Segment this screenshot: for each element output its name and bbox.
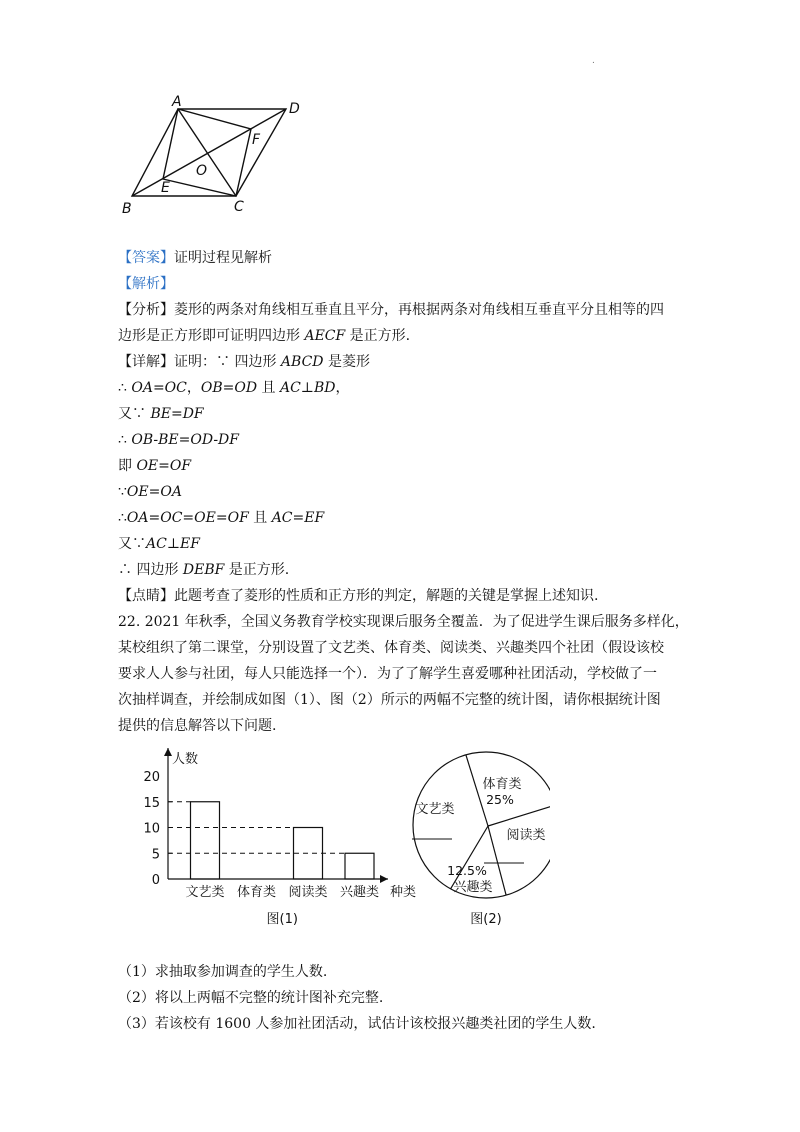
fenxi-line-1 [118, 300, 664, 320]
fenxi-text-2c: 是正方形. [345, 328, 411, 344]
detail-l8b: AC⊥EF [146, 536, 200, 552]
bar [345, 853, 374, 879]
statistics-charts [130, 745, 550, 935]
detail-l7d: AC=EF [271, 510, 325, 526]
pie-slice-value: 12.5% [447, 863, 487, 878]
sub-question-3: （3）若该校有 1600 人参加社团活动，试估计该校报兴趣类社团的学生人数. [118, 1016, 596, 1032]
y-tick-label: 5 [151, 847, 160, 863]
bar-chart [143, 748, 416, 927]
detail-l2d: OB=OD [200, 380, 258, 396]
detail-l4b: OB-BE=OD-DF [131, 432, 239, 448]
detail-line-3 [118, 404, 204, 424]
question22-line-1: 22. 2021 年秋季，全国义务教育学校实现课后服务全覆盖．为了促进学生课后服务多样化， [118, 614, 689, 630]
detail-l2a: ∴ [118, 380, 132, 396]
pie-slice-label: 阅读类 [506, 828, 546, 843]
detail-l2b: OA=OC [131, 380, 187, 396]
corner-mark: . [592, 56, 595, 66]
sub-question-2: （2）将以上两幅不完整的统计图补充完整. [118, 990, 384, 1006]
detail-l9c: 是正方形. [224, 562, 290, 578]
detail-l3a: 又∵ [118, 406, 151, 422]
detail-l6a: ∵ [118, 484, 127, 500]
pie-slice-label: 文艺类 [415, 802, 455, 817]
pie-slice-value: 25% [486, 792, 514, 807]
detail-l7a: ∴ [118, 510, 127, 526]
rhombus-figure [112, 92, 312, 222]
comment-text: 此题考查了菱形的性质和正方形的判定，解题的关键是掌握上述知识. [174, 588, 599, 604]
y-axis-arrow [164, 748, 172, 756]
question22-line-3: 要求人人参与社团，每人只能选择一个）．为了了解学生喜爱哪种社团活动，学校做了一 [118, 666, 657, 682]
fenxi-text-2b: AECF [304, 328, 346, 344]
analysis-tag: 【解析】 [118, 276, 174, 292]
label-e: E [161, 180, 170, 196]
question22-line-4: 次抽样调查，并绘制成如图（1）、图（2）所示的两幅不完整的统计图，请你根据统计图 [118, 692, 661, 708]
label-f: F [252, 132, 261, 148]
detail-l7b: OA=OC=OE=OF [126, 510, 249, 526]
detail-line-5 [118, 456, 191, 476]
analysis-line [118, 274, 174, 294]
x-tick-label: 文艺类 [185, 885, 225, 900]
y-tick-label: 0 [151, 873, 160, 888]
detail-l1c: 是菱形 [323, 354, 370, 370]
bar [191, 802, 220, 879]
detail-tag: 【详解】 [118, 354, 174, 370]
y-tick-label: 10 [143, 821, 160, 837]
detail-line-4 [118, 430, 239, 450]
detail-l5a: 即 [118, 458, 137, 474]
detail-l7c: 且 [248, 510, 272, 526]
label-o: O [196, 163, 208, 179]
detail-line-7 [118, 508, 324, 528]
detail-l2g: ， [335, 380, 350, 396]
answer-tag: 【答案】 [118, 250, 174, 266]
detail-l1b: ABCD [280, 354, 324, 370]
detail-l6b: OE=OA [126, 484, 182, 500]
comment-line [118, 586, 598, 606]
question22-line-5: 提供的信息解答以下问题. [118, 718, 277, 734]
x-tick-label: 体育类 [236, 885, 277, 900]
label-a: A [172, 94, 182, 110]
answer-text: 证明过程见解析 [174, 250, 272, 266]
x-axis-arrow [380, 875, 388, 883]
y-axis-label: 人数 [172, 752, 199, 767]
y-tick-label: 15 [143, 795, 160, 811]
x-tick-label: 兴趣类 [339, 885, 380, 900]
detail-line-6 [118, 482, 182, 502]
question22-line-2: 某校组织了第二课堂，分别设置了文艺类、体育类、阅读类、兴趣类四个社团（假设该校 [118, 640, 664, 656]
detail-l3b: BE=DF [150, 406, 204, 422]
pie-chart [412, 752, 550, 927]
detail-l4a: ∴ [118, 432, 132, 448]
detail-line-8 [118, 534, 200, 554]
x-tick-label: 阅读类 [288, 885, 328, 900]
pie-slice-boundary [488, 805, 550, 826]
detail-l2e: 且 [257, 380, 280, 396]
fenxi-line-2 [118, 326, 410, 346]
label-c: C [234, 199, 244, 215]
detail-line-9 [118, 560, 289, 580]
detail-l9b: DEBF [182, 562, 225, 578]
detail-l1a: 证明：∵ 四边形 [174, 354, 281, 370]
detail-l2f: AC⊥BD [279, 380, 336, 396]
fenxi-tag: 【分析】 [118, 302, 174, 318]
sub-question-1: （1）求抽取参加调查的学生人数. [118, 964, 328, 980]
y-tick-label: 20 [143, 770, 160, 785]
fenxi-text-1: 菱形的两条对角线相互垂直且平分，再根据两条对角线相互垂直平分且相等的四 [174, 302, 664, 318]
detail-line-2 [118, 378, 350, 398]
chart-caption: 图(2) [470, 912, 502, 927]
x-axis-label: 种类 [390, 885, 417, 900]
pie-slice-label: 体育类 [482, 777, 522, 792]
pie-slice-label: 兴趣类 [453, 880, 493, 895]
detail-l9a: ∴ 四边形 [118, 562, 183, 578]
fenxi-text-2a: 边形是正方形即可证明四边形 [118, 328, 305, 344]
detail-l5b: OE=OF [136, 458, 192, 474]
detail-l2c: ， [186, 380, 201, 396]
detail-l8a: 又∵ [118, 536, 146, 552]
detail-line-1 [118, 352, 370, 372]
label-b: B [122, 201, 132, 217]
answer-line [118, 248, 272, 268]
comment-tag: 【点睛】 [118, 588, 174, 604]
chart-caption: 图(1) [266, 912, 298, 927]
label-d: D [289, 101, 300, 117]
